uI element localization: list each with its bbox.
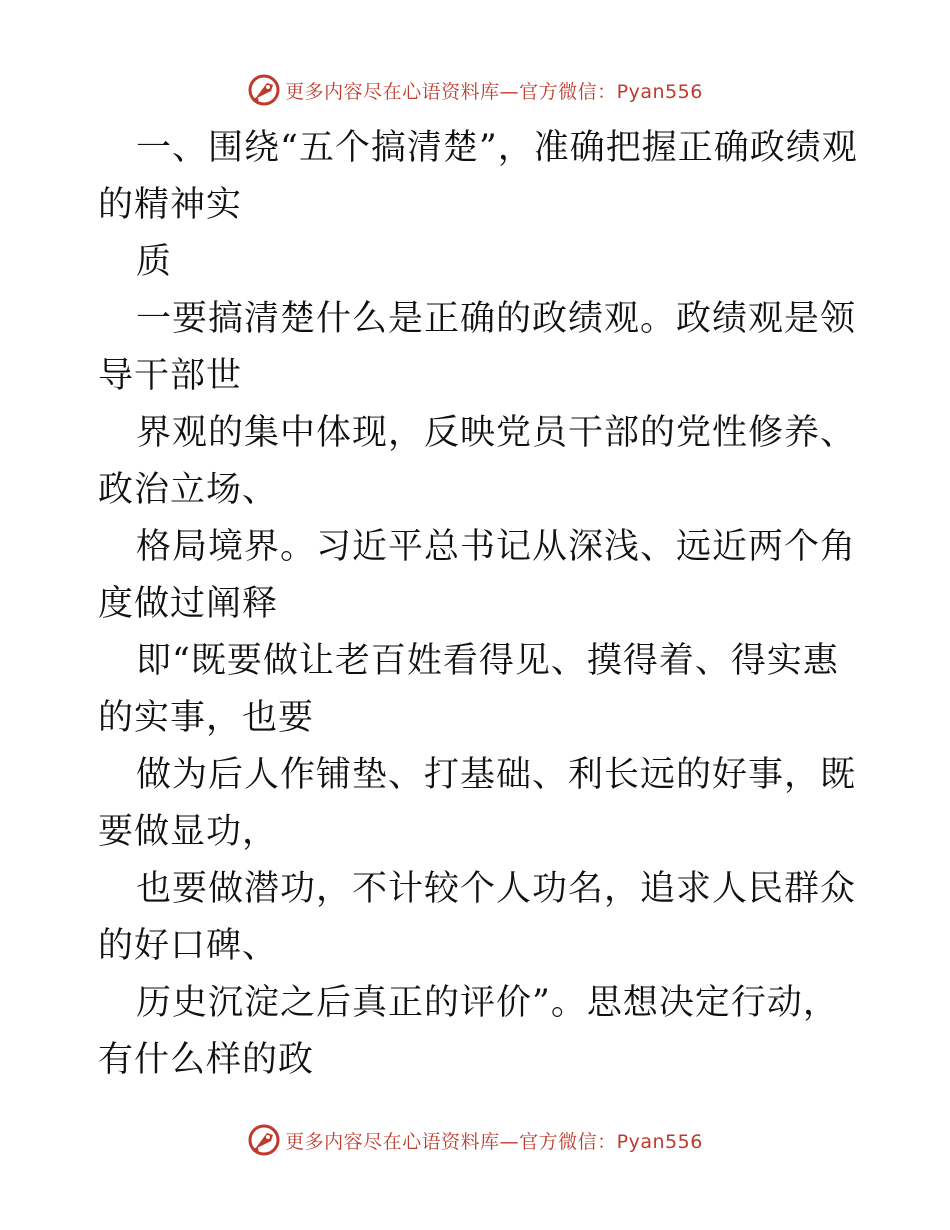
footer-banner-text: 更多内容尽在心语资料库—官方微信：Pyan556 <box>285 1130 703 1153</box>
paragraph: 一、围绕“五个搞清楚”，准确把握正确政绩观的精神实 <box>98 128 858 225</box>
paragraph: 界观的集中体现，反映党员干部的党性修养、政治立场、 <box>98 413 857 510</box>
paragraph: 一要搞清楚什么是正确的政绩观。政绩观是领导干部世 <box>98 299 857 396</box>
document-body <box>98 120 858 1089</box>
paragraph: 也要做潜功，不计较个人功名，追求人民群众的好口碑、 <box>98 869 857 966</box>
paragraph: 格局境界。习近平总书记从深浅、远近两个角度做过阐释 <box>98 527 857 624</box>
pen-nib-logo-icon <box>247 1123 281 1157</box>
pen-nib-logo-icon <box>247 73 281 107</box>
paragraph: 即“既要做让老百姓看得见、摸得着、得实惠的实事，也要 <box>98 641 839 738</box>
footer-banner <box>0 1120 950 1160</box>
paragraph: 质 <box>136 242 173 282</box>
header-banner-text: 更多内容尽在心语资料库—官方微信：Pyan556 <box>285 80 703 103</box>
paragraph: 历史沉淀之后真正的评价”。思想决定行动，有什么样的政 <box>98 983 839 1080</box>
header-banner <box>0 70 950 110</box>
paragraph: 做为后人作铺垫、打基础、利长远的好事，既要做显功， <box>98 755 857 852</box>
